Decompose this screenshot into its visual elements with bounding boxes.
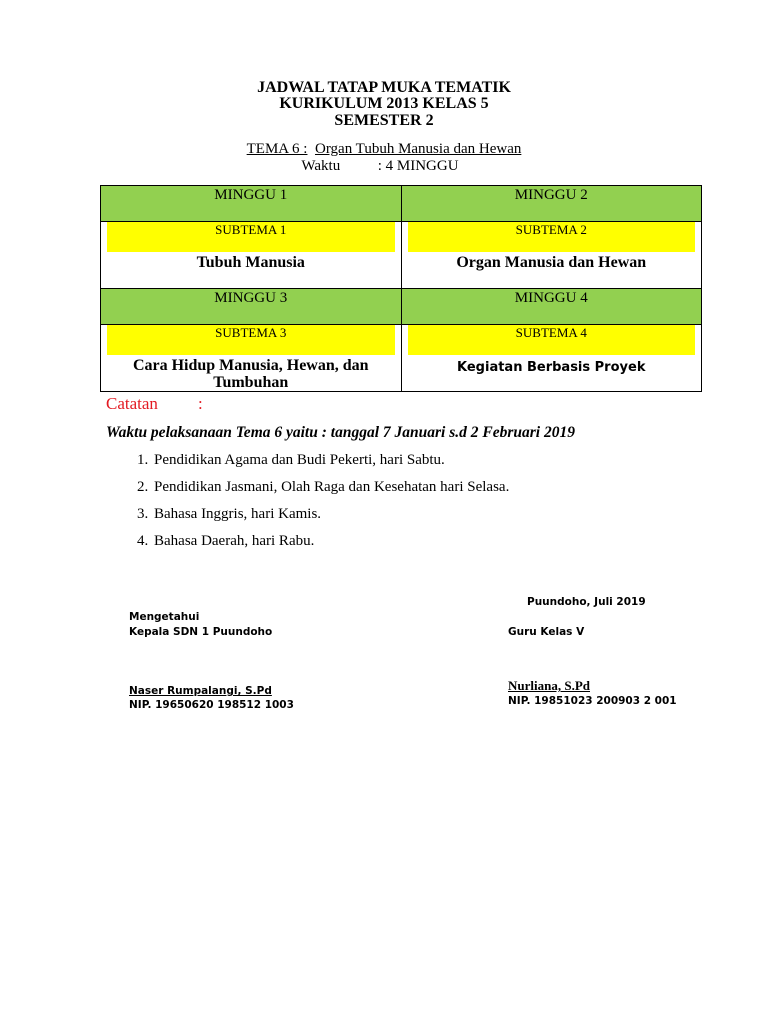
subtema-bar: [107, 325, 395, 355]
waktu-value: : 4 MINGGU: [377, 158, 459, 174]
tema-line: [0, 141, 768, 157]
guru-kelas-title: Guru Kelas V: [508, 626, 585, 638]
catatan-colon: :: [198, 394, 203, 413]
subtema-label: SUBTEMA 2: [515, 222, 587, 237]
subtema-bar: [107, 222, 395, 252]
notes-list: [130, 451, 509, 559]
minggu-label: MINGGU 1: [214, 187, 288, 203]
subtema-label: SUBTEMA 4: [515, 325, 587, 340]
minggu-cell: [101, 186, 402, 222]
list-item: 2. Pendidikan Jasmani, Olah Raga dan Kesehatan hari Selasa.: [152, 478, 509, 505]
doc-title-line3: SEMESTER 2: [334, 112, 434, 129]
list-item: 4. Bahasa Daerah, hari Rabu.: [152, 532, 509, 559]
minggu-label: MINGGU 2: [514, 187, 588, 203]
minggu-row-2: [101, 289, 702, 325]
waktu-label: Waktu: [301, 158, 341, 174]
list-item: 3. Bahasa Inggris, hari Kamis.: [152, 505, 509, 532]
subtema-bar: [408, 222, 696, 252]
subtema-cell: [401, 222, 702, 289]
tema-label: TEMA 6 :: [246, 141, 308, 157]
subtema-name: Organ Manusia dan Hewan: [456, 254, 647, 271]
minggu-label: MINGGU 4: [514, 290, 588, 306]
subtema-bar: [408, 325, 696, 355]
subtema-label: SUBTEMA 1: [215, 222, 287, 237]
subtema-name: Kegiatan Berbasis Proyek: [457, 360, 646, 375]
subtema-name: Tubuh Manusia: [196, 254, 305, 271]
list-item: 1. Pendidikan Agama dan Budi Pekerti, hari Sabtu.: [152, 451, 509, 478]
minggu-cell: [101, 289, 402, 325]
mengetahui-label: Mengetahui: [129, 611, 200, 623]
minggu-cell: [401, 289, 702, 325]
schedule-table: [100, 185, 702, 392]
kepala-sekolah-nip: NIP. 19650620 198512 1003: [129, 699, 294, 711]
catatan-label: Catatan: [106, 394, 158, 413]
tema-name: Organ Tubuh Manusia dan Hewan: [314, 141, 522, 157]
subtema-cell: [401, 325, 702, 392]
subtema-label: SUBTEMA 3: [215, 325, 287, 340]
subtema-name: Cara Hidup Manusia, Hewan, dan Tumbuhan: [132, 357, 369, 391]
minggu-label: MINGGU 3: [214, 290, 288, 306]
minggu-row-1: [101, 186, 702, 222]
doc-title-line1: JADWAL TATAP MUKA TEMATIK: [257, 79, 511, 96]
waktu-pelaksanaan: Waktu pelaksanaan Tema 6 yaitu : tanggal 7 Januari s.d 2 Februari 2019: [106, 424, 575, 441]
doc-title-line2: KURIKULUM 2013 KELAS 5: [279, 95, 489, 112]
kepala-sekolah-title: Kepala SDN 1 Puundoho: [129, 626, 273, 638]
guru-kelas-name: Nurliana, S.Pd: [508, 678, 590, 693]
place-date: Puundoho, Juli 2019: [527, 596, 646, 608]
subtema-cell: [101, 325, 402, 392]
guru-kelas-nip: NIP. 19851023 200903 2 001: [508, 695, 677, 707]
subtema-row-2: [101, 325, 702, 392]
subtema-cell: [101, 222, 402, 289]
minggu-cell: [401, 186, 702, 222]
waktu-line: [0, 158, 764, 174]
catatan-heading: [106, 394, 203, 414]
subtema-row-1: [101, 222, 702, 289]
kepala-sekolah-name: Naser Rumpalangi, S.Pd: [129, 685, 272, 697]
